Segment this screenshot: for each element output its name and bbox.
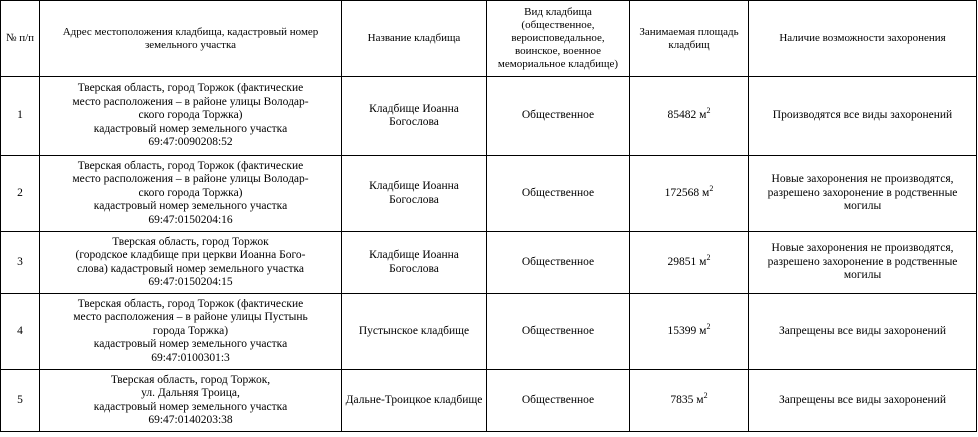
- address-line: Тверская область, город Торжок,: [110, 373, 271, 386]
- cell-area: [630, 156, 749, 232]
- address-line: Тверская область, город Торжок (фактические: [77, 297, 304, 310]
- address-line: кадастровый номер земельного участка: [93, 338, 288, 351]
- area-value: 7835: [670, 393, 694, 406]
- address-line: кадастровый номер земельного участка: [93, 122, 288, 135]
- cell-burial: Новые захоронения не производятся, разрешено захоронение в родственные могилы: [749, 232, 977, 294]
- cell-type: Общественное: [487, 156, 630, 232]
- area-unit: м: [699, 109, 707, 122]
- area-unit-exp: 2: [706, 252, 711, 262]
- address-line: место расположения – в районе улицы Володар-: [72, 95, 309, 108]
- cell-name: Кладбище Иоанна Богослова: [342, 77, 487, 156]
- cell-area: [630, 232, 749, 294]
- cell-address: [40, 370, 342, 432]
- address-line: место расположения – в районе улицы Пустынь: [73, 311, 308, 324]
- address-line: 69:47:0100301:3: [151, 351, 230, 364]
- area-value: 85482: [667, 109, 697, 122]
- area-unit-exp: 2: [709, 183, 714, 193]
- cell-address: [40, 77, 342, 156]
- address-line: место расположения – в районе улицы Володар-: [72, 173, 309, 186]
- header-area: Занимаемая площадь кладбищ: [630, 1, 749, 77]
- cell-burial: Запрещены все виды захоронений: [749, 294, 977, 370]
- address-line: Тверская область, город Торжок: [112, 235, 269, 248]
- table-row: [1, 156, 977, 232]
- area-unit: м: [699, 255, 707, 268]
- cell-address: [40, 232, 342, 294]
- address-line: города Торжка): [152, 324, 229, 337]
- cell-type: Общественное: [487, 294, 630, 370]
- cell-area: [630, 77, 749, 156]
- address-line: кадастровый номер земельного участка: [93, 200, 288, 213]
- area-unit-exp: 2: [706, 106, 711, 116]
- cell-num: 2: [1, 156, 40, 232]
- address-line: 69:47:0150204:15: [148, 276, 233, 288]
- cell-type: Общественное: [487, 77, 630, 156]
- cell-name: Дальне-Троицкое кладбище: [342, 370, 487, 432]
- cell-burial: Новые захоронения не производятся, разрешено захоронение в родственные могилы: [749, 156, 977, 232]
- table-body: [1, 77, 977, 432]
- address-line: слова) кадастровый номер земельного участка: [76, 262, 305, 275]
- area-unit: м: [696, 393, 704, 406]
- cell-type: Общественное: [487, 370, 630, 432]
- cell-address: [40, 294, 342, 370]
- area-unit: м: [702, 186, 710, 199]
- cell-address: [40, 156, 342, 232]
- header-burial: Наличие возможности захоронения: [749, 1, 977, 77]
- cell-num: 5: [1, 370, 40, 432]
- address-line: Тверская область, город Торжок (фактические: [77, 159, 304, 172]
- cell-name: Кладбище Иоанна Богослова: [342, 232, 487, 294]
- table-row: [1, 294, 977, 370]
- header-row: [1, 1, 977, 77]
- address-line: кадастровый номер земельного участка: [93, 400, 288, 413]
- area-value: 29851: [667, 255, 697, 268]
- area-unit-exp: 2: [706, 321, 711, 331]
- header-address: Адрес местоположения кладбища, кадастровый номер земельного участка: [40, 1, 342, 77]
- cell-num: 1: [1, 77, 40, 156]
- address-line: 69:47:0090208:52: [148, 136, 233, 149]
- table-row: [1, 77, 977, 156]
- area-unit-exp: 2: [703, 390, 708, 400]
- cell-name: Пустынское кладбище: [342, 294, 487, 370]
- cell-type: Общественное: [487, 232, 630, 294]
- address-line: Тверская область, город Торжок (фактические: [77, 82, 304, 95]
- table-row: [1, 370, 977, 432]
- cell-num: 4: [1, 294, 40, 370]
- header-type: Вид кладбища (общественное, вероисповедальное, воинское, военное мемориальное кладбище): [487, 1, 630, 77]
- address-line: ского города Торжка): [138, 109, 243, 122]
- cell-area: [630, 294, 749, 370]
- address-line: 69:47:0140203:38: [148, 414, 233, 426]
- cell-burial: Производятся все виды захоронений: [749, 77, 977, 156]
- area-unit: м: [699, 324, 707, 337]
- area-value: 15399: [667, 324, 697, 337]
- cell-name: Кладбище Иоанна Богослова: [342, 156, 487, 232]
- address-line: 69:47:0150204:16: [148, 213, 233, 226]
- address-line: ул. Дальняя Троица,: [141, 387, 240, 399]
- area-value: 172568: [664, 186, 700, 199]
- cell-area: [630, 370, 749, 432]
- address-line: ского города Торжка): [138, 186, 243, 199]
- cell-num: 3: [1, 232, 40, 294]
- cell-burial: Запрещены все виды захоронений: [749, 370, 977, 432]
- header-name: Название кладбища: [342, 1, 487, 77]
- address-line: (городское кладбище при церкви Иоанна Бого-: [75, 249, 306, 261]
- table-row: [1, 232, 977, 294]
- header-num: № п/п: [1, 1, 40, 77]
